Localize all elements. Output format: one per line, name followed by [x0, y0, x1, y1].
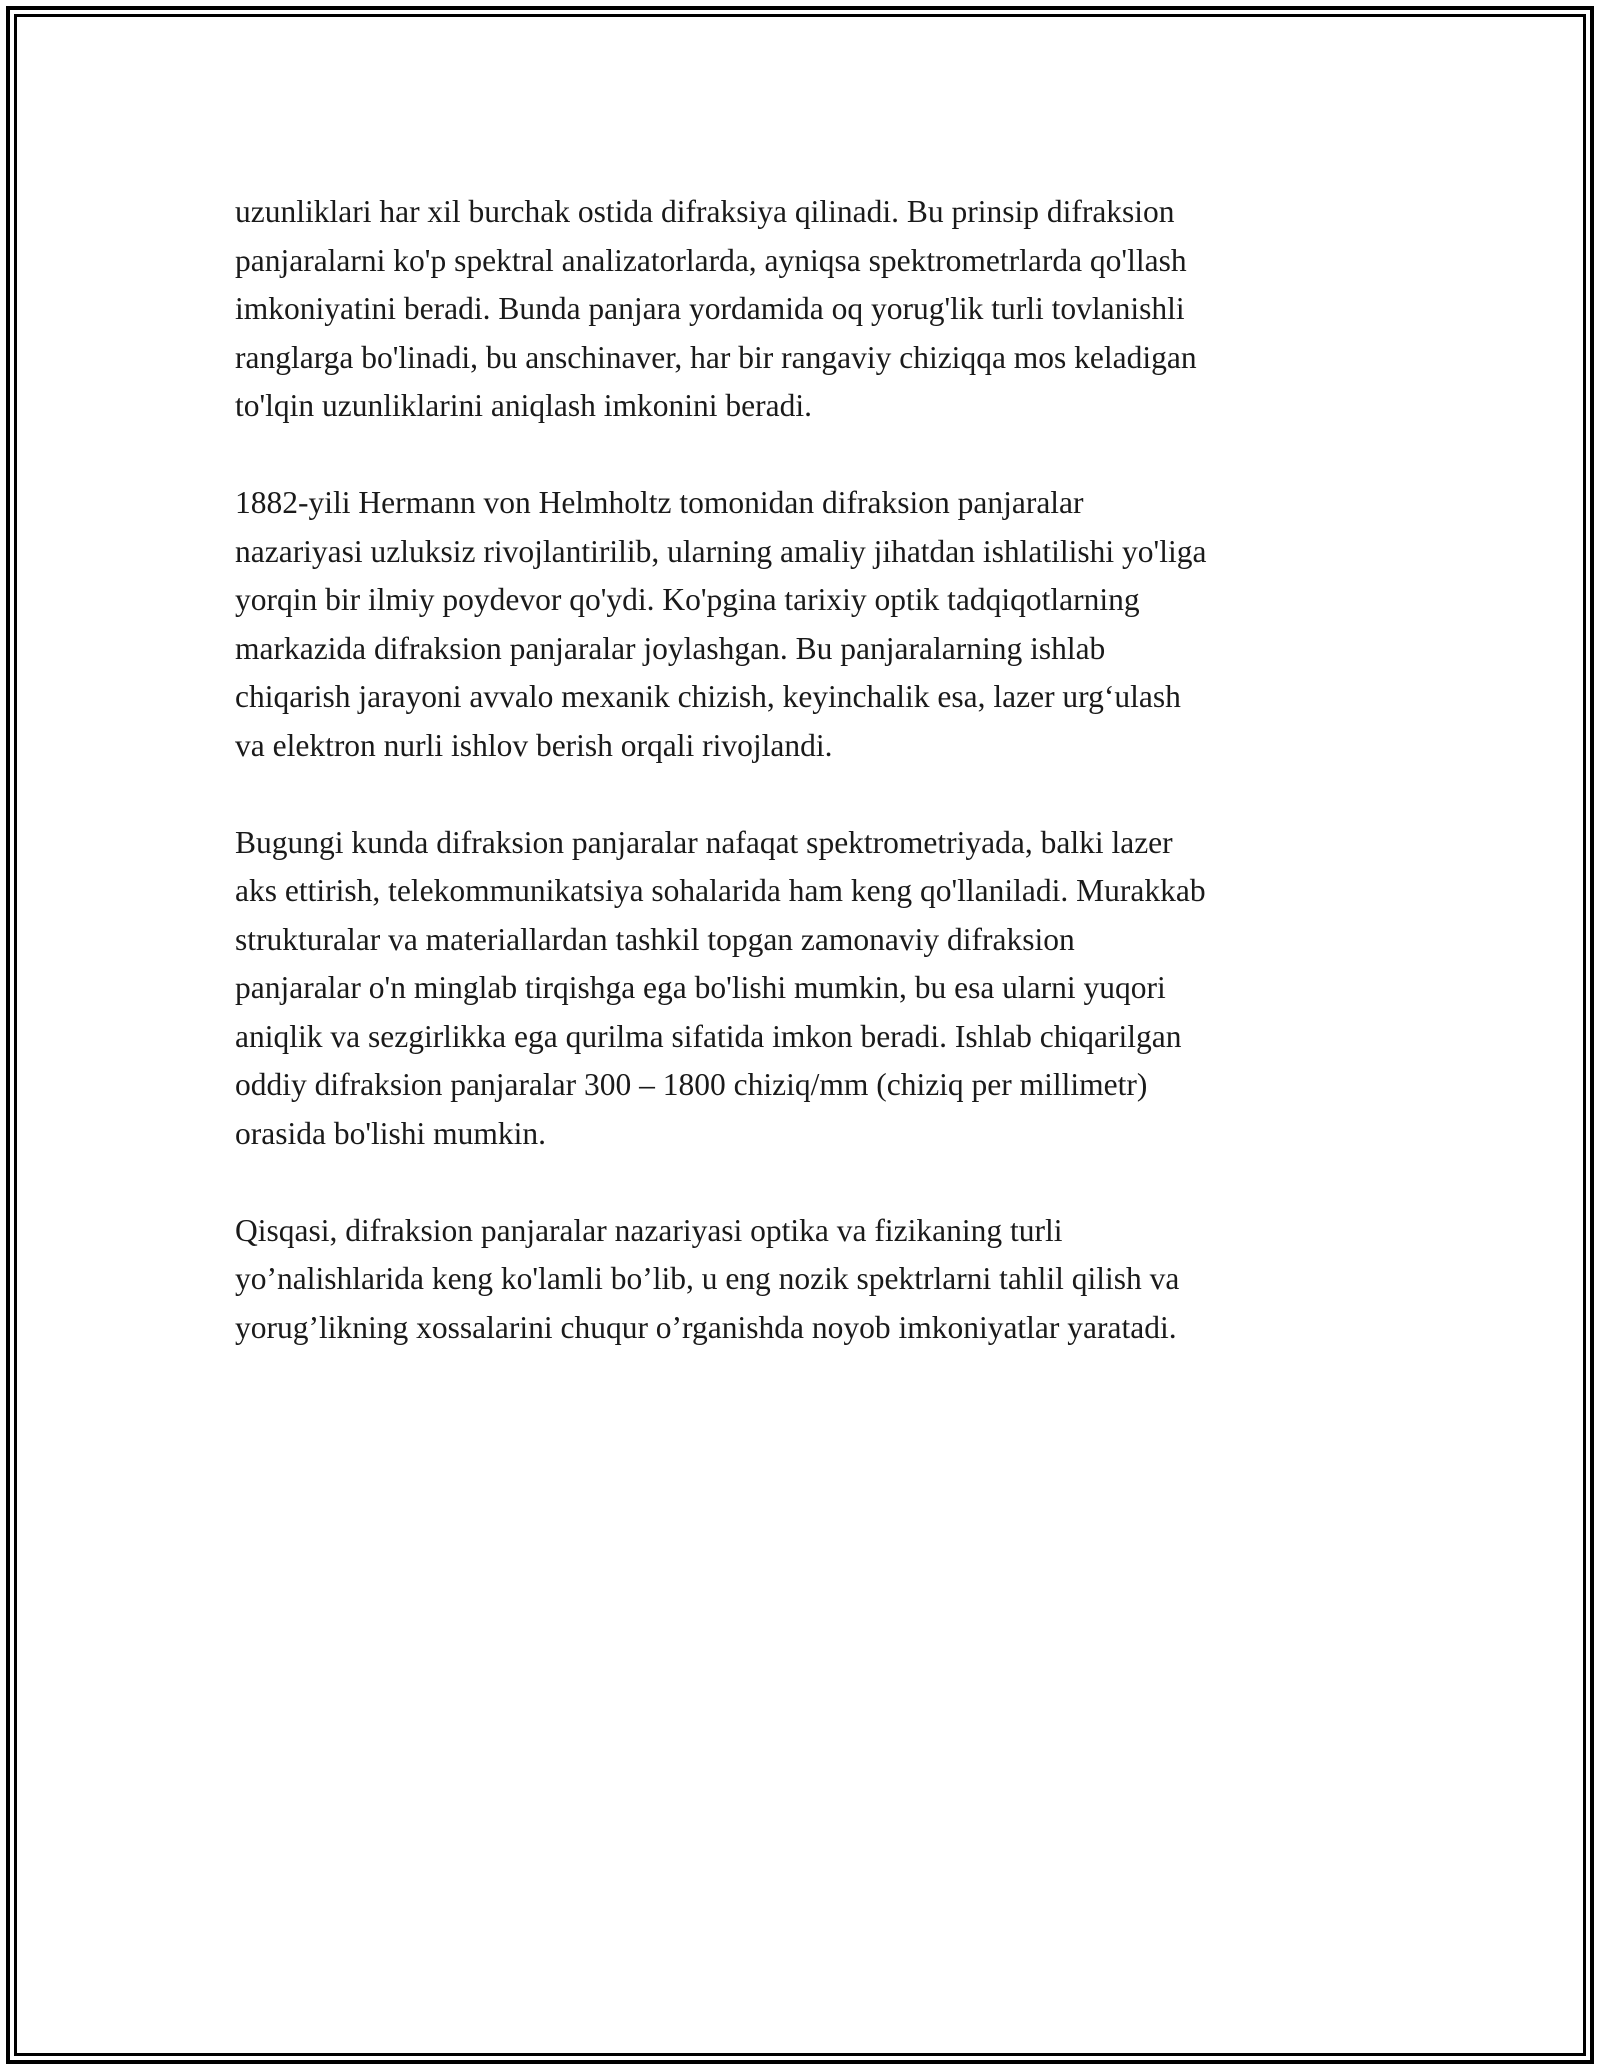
text-line: panjaralar o'n minglab tirqishga ega bo'lishi mumkin, bu esa ularni yuqori: [235, 970, 1166, 1005]
text-line: Bugungi kunda difraksion panjaralar nafaqat spektrometriyada, balki lazer: [235, 824, 1173, 860]
paragraph-diffraction-principle: [235, 188, 1380, 431]
text-line: aks ettirish, telekommunikatsiya sohalarida ham keng qo'llaniladi. Murakkab: [235, 873, 1206, 908]
text-line: to'lqin uzunliklarini aniqlash imkonini beradi.: [235, 388, 812, 423]
paragraph-conclusion: [235, 1207, 1380, 1353]
text-line: yorug’likning xossalarini chuqur o’rganishda noyob imkoniyatlar yaratadi.: [235, 1309, 1177, 1345]
text-line: oddiy difraksion panjaralar 300 – 1800 chiziq/mm (chiziq per millimetr): [235, 1067, 1148, 1102]
text-line: ranglarga bo'linadi, bu anschinaver, har bir rangaviy chiziqqa mos keladigan: [235, 339, 1197, 375]
text-line: aniqlik va sezgirlikka ega qurilma sifatida imkon beradi. Ishlab chiqarilgan: [235, 1018, 1182, 1054]
text-line: va elektron nurli ishlov berish orqali rivojlandi.: [235, 727, 833, 763]
text-line: imkoniyatini beradi. Bunda panjara yordamida oq yorug'lik turli tovlanishli: [235, 291, 1185, 326]
document-body: [235, 188, 1380, 1401]
text-line: nazariyasi uzluksiz rivojlantirilib, ularning amaliy jihatdan ishlatilishi yo'liga: [235, 533, 1207, 569]
text-line: markazida difraksion panjaralar joylashgan. Bu panjaralarning ishlab: [235, 630, 1106, 666]
paragraph-modern-applications: [235, 819, 1380, 1159]
text-line: chiqarish jarayoni avvalo mexanik chizish, keyinchalik esa, lazer urg‘ulash: [235, 679, 1181, 714]
text-line: panjaralarni ko'p spektral analizatorlarda, ayniqsa spektrometrlarda qo'llash: [235, 242, 1187, 278]
text-line: uzunliklari har xil burchak ostida difraksiya qilinadi. Bu prinsip difraksion: [235, 194, 1175, 229]
paragraph-history: [235, 479, 1380, 770]
text-line: Qisqasi, difraksion panjaralar nazariyasi optika va fizikaning turli: [235, 1212, 1063, 1248]
text-line: strukturalar va materiallardan tashkil topgan zamonaviy difraksion: [235, 921, 1075, 957]
text-line: yorqin bir ilmiy poydevor qo'ydi. Ko'pgina tarixiy optik tadqiqotlarning: [235, 582, 1140, 617]
text-line: 1882-yili Hermann von Helmholtz tomonidan difraksion panjaralar: [235, 485, 1084, 520]
text-line: orasida bo'lishi mumkin.: [235, 1115, 547, 1151]
text-line: yo’nalishlarida keng ko'lamli bo’lib, u eng nozik spektrlarni tahlil qilish va: [235, 1261, 1180, 1296]
